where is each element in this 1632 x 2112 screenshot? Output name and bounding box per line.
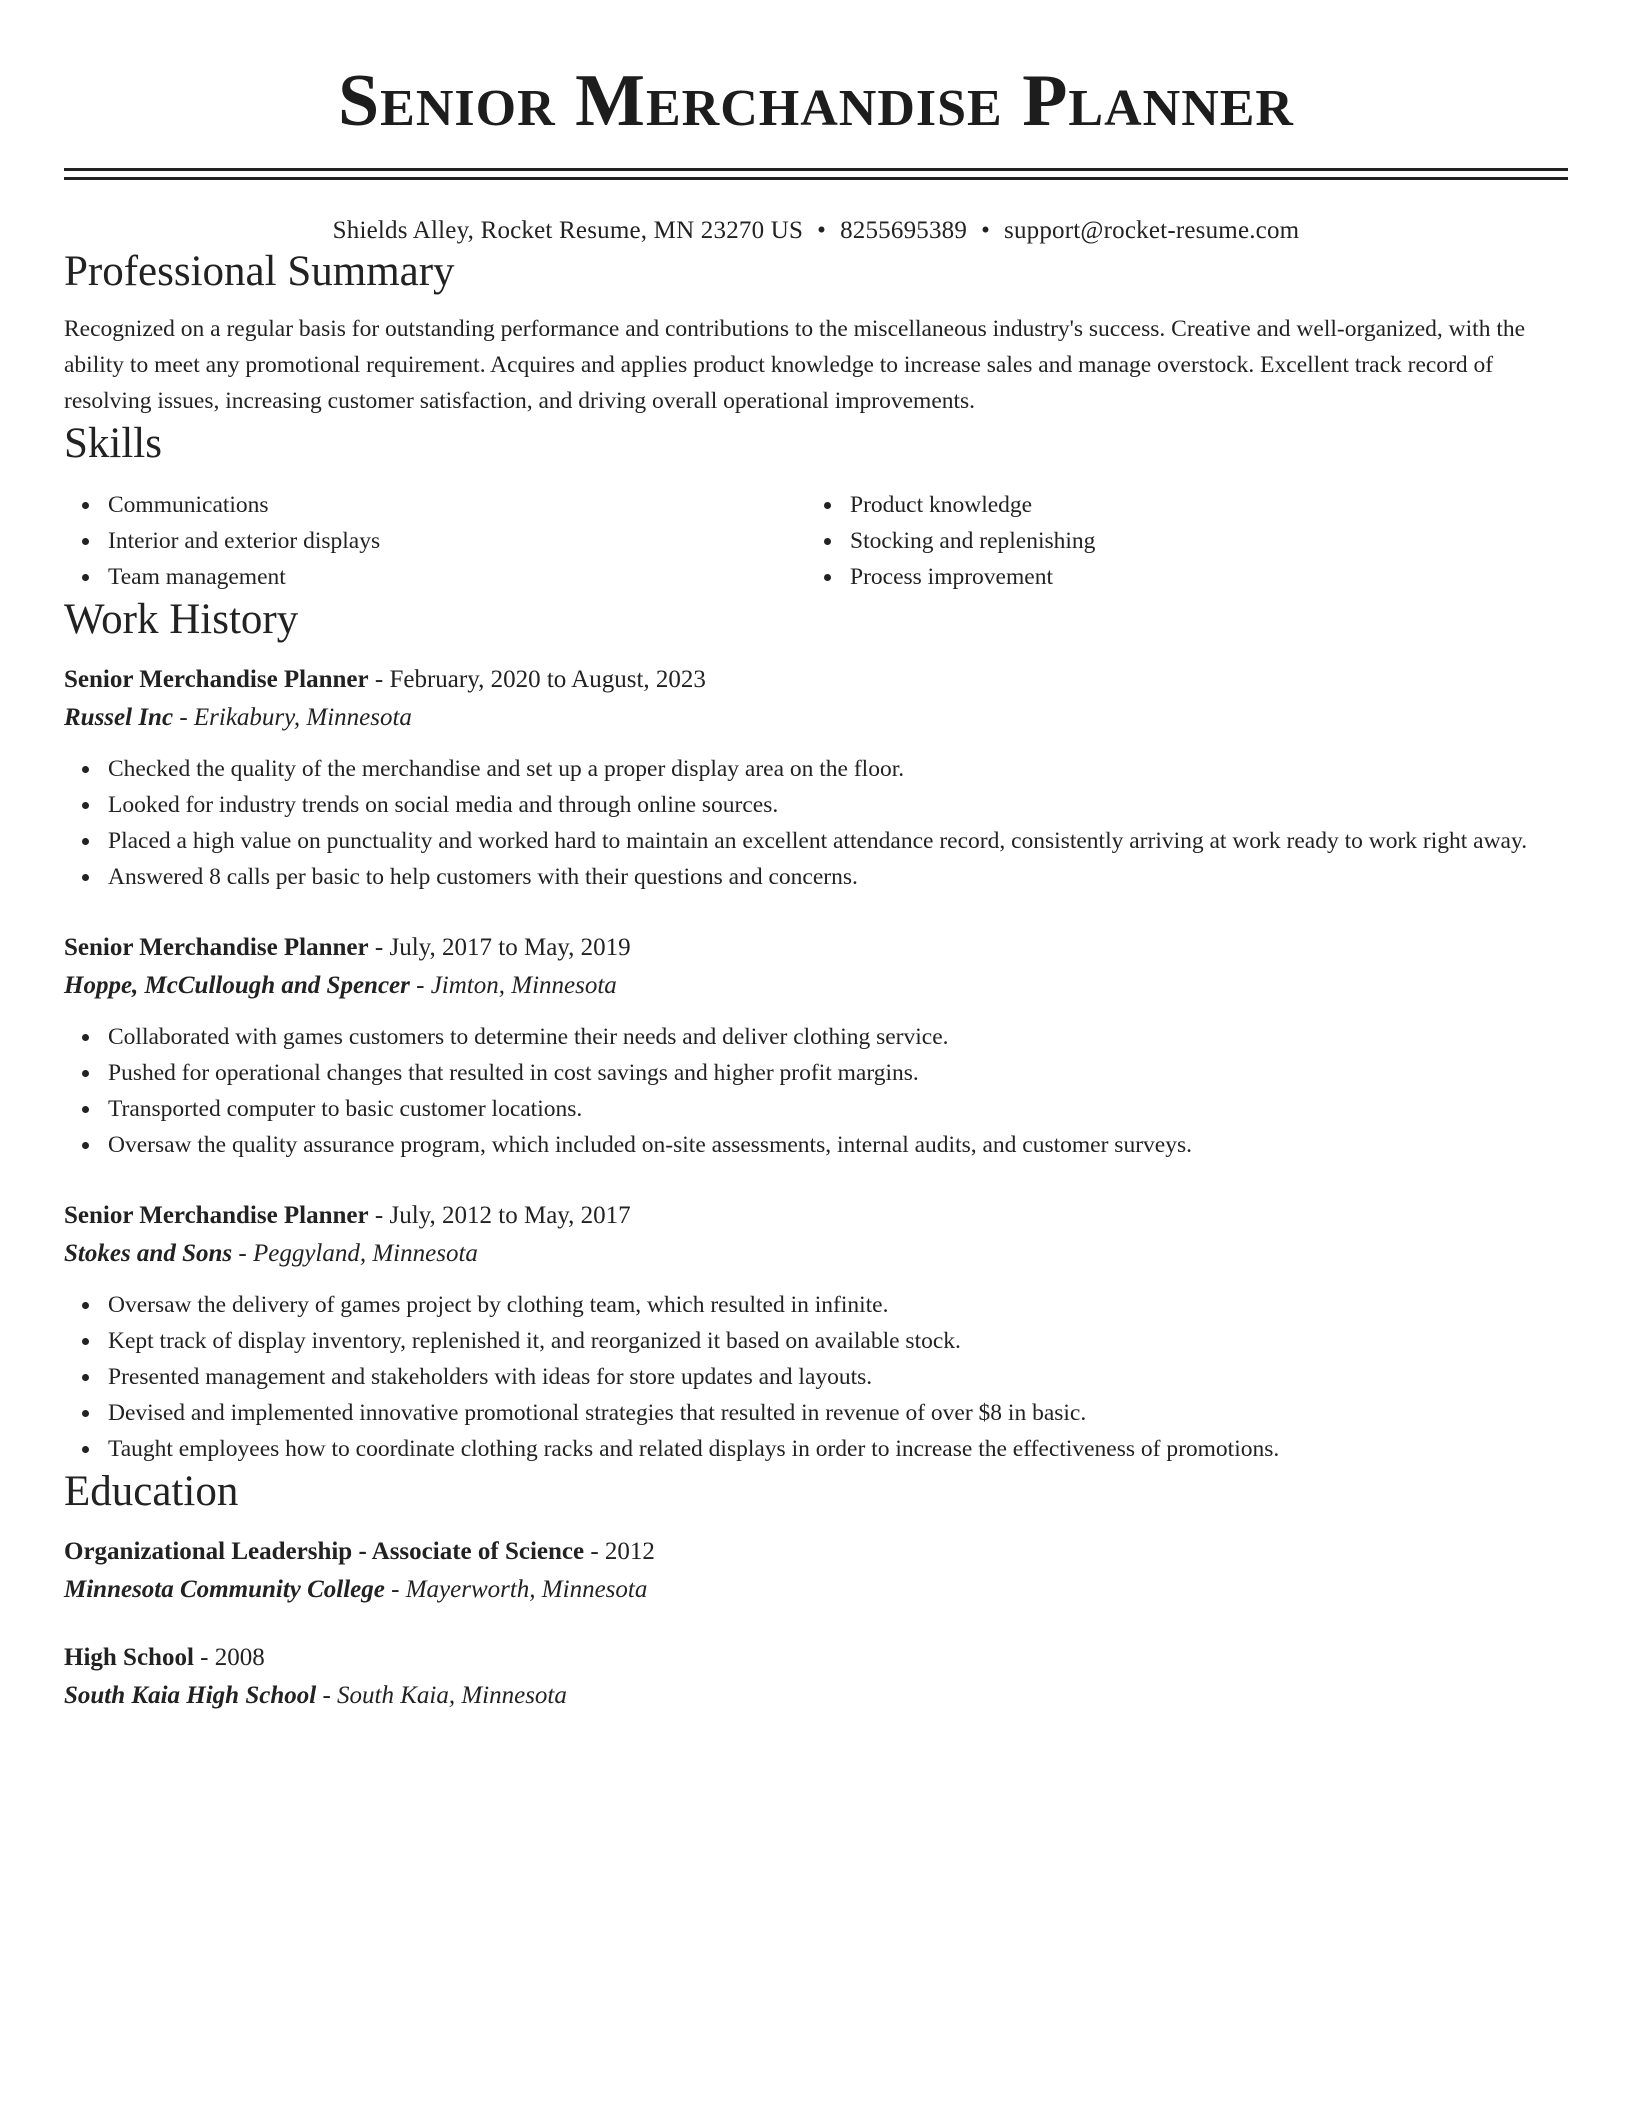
job-entry (64, 661, 1568, 895)
job-duties (64, 751, 1568, 895)
job-dates: - July, 2012 to May, 2017 (368, 1202, 631, 1229)
job-entry (64, 929, 1568, 1163)
employer-location: - Erikabury, Minnesota (173, 704, 412, 731)
title-divider (64, 168, 1568, 180)
summary-text: Recognized on a regular basis for outstanding performance and contributions to the miscellaneous industry's success. Creative and well-organized, with the ability to meet any promotional requirement. Acquires and applies product knowledge to increase sales and manage overstock. Excellent track record of resolving issues, increasing customer satisfaction, and driving overall operational improvements. (64, 316, 1526, 414)
employer-name: Stokes and Sons (64, 1240, 233, 1267)
job-duty: Devised and implemented innovative promotional strategies that resulted in revenue of over $8 in basic. (108, 1395, 1568, 1431)
skills-section (64, 419, 1568, 595)
job-duty: Transported computer to basic customer locations. (108, 1091, 1568, 1127)
summary-section (64, 247, 1568, 419)
degree-line (64, 1533, 1568, 1571)
job-duty: Oversaw the delivery of games project by clothing team, which resulted in infinite. (108, 1287, 1568, 1323)
job-duty: Collaborated with games customers to determine their needs and deliver clothing service. (108, 1019, 1568, 1055)
skill-item: Team management (108, 559, 806, 595)
job-title: Senior Merchandise Planner (64, 934, 369, 961)
skills-grid (64, 487, 1568, 595)
contact-line (64, 215, 1568, 247)
skill-item: Product knowledge (850, 487, 1548, 523)
skill-item: Communications (108, 487, 806, 523)
degree-line (64, 1639, 1568, 1677)
summary-heading: Professional Summary (64, 248, 455, 295)
contact-separator: • (817, 217, 827, 244)
school-line (64, 1571, 1568, 1609)
skills-column-left (64, 487, 806, 595)
job-duty: Answered 8 calls per basic to help customers with their questions and concerns. (108, 859, 1568, 895)
work-history-heading: Work History (64, 596, 299, 643)
job-dates: - February, 2020 to August, 2023 (368, 666, 706, 693)
graduation-year: - 2012 (584, 1538, 655, 1565)
school-location: - Mayerworth, Minnesota (384, 1576, 648, 1603)
job-duty: Kept track of display inventory, replenished it, and reorganized it based on available stock. (108, 1323, 1568, 1359)
education-entry (64, 1533, 1568, 1609)
job-title: Senior Merchandise Planner (64, 666, 369, 693)
degree-name: High School (64, 1644, 194, 1671)
degree-name: Organizational Leadership - Associate of Science (64, 1538, 585, 1565)
employer-name: Russel Inc (64, 704, 174, 731)
work-history-section (64, 595, 1568, 1467)
job-duty: Checked the quality of the merchandise and set up a proper display area on the floor. (108, 751, 1568, 787)
job-duty: Taught employees how to coordinate clothing racks and related displays in order to increase the effectiveness of promotions. (108, 1431, 1568, 1467)
job-title-line (64, 1197, 1568, 1235)
contact-address: Shields Alley, Rocket Resume, MN 23270 US (332, 217, 804, 244)
job-title-line (64, 661, 1568, 699)
skills-heading: Skills (64, 420, 162, 467)
school-name: Minnesota Community College (64, 1576, 385, 1603)
employer-name: Hoppe, McCullough and Spencer (64, 972, 410, 999)
education-entry (64, 1639, 1568, 1715)
job-duties (64, 1287, 1568, 1467)
skill-item: Process improvement (850, 559, 1548, 595)
contact-phone: 8255695389 (840, 217, 968, 244)
resume-title: Senior Merchandise Planner (338, 60, 1294, 142)
job-title-line (64, 929, 1568, 967)
education-heading: Education (64, 1468, 239, 1515)
education-section (64, 1467, 1568, 1715)
job-duty: Placed a high value on punctuality and worked hard to maintain an excellent attendance record, consistently arriving at work ready to work right away. (108, 823, 1568, 859)
job-duty: Looked for industry trends on social media and through online sources. (108, 787, 1568, 823)
employer-location: - Peggyland, Minnesota (232, 1240, 478, 1267)
job-duty: Presented management and stakeholders with ideas for store updates and layouts. (108, 1359, 1568, 1395)
employer-line (64, 1235, 1568, 1273)
school-location: - South Kaia, Minnesota (316, 1682, 567, 1709)
employer-location: - Jimton, Minnesota (409, 972, 617, 999)
skill-item: Interior and exterior displays (108, 523, 806, 559)
job-duty: Oversaw the quality assurance program, which included on-site assessments, internal audits, and customer surveys. (108, 1127, 1568, 1163)
employer-line (64, 967, 1568, 1005)
school-name: South Kaia High School (64, 1682, 317, 1709)
job-entry (64, 1197, 1568, 1467)
job-duties (64, 1019, 1568, 1163)
contact-email: support@rocket-resume.com (1004, 217, 1300, 244)
job-dates: - July, 2017 to May, 2019 (368, 934, 631, 961)
contact-separator: • (981, 217, 991, 244)
job-duty: Pushed for operational changes that resulted in cost savings and higher profit margins. (108, 1055, 1568, 1091)
resume-page (64, 0, 1568, 1715)
school-line (64, 1677, 1568, 1715)
skills-column-right (806, 487, 1548, 595)
employer-line (64, 699, 1568, 737)
job-title: Senior Merchandise Planner (64, 1202, 369, 1229)
skill-item: Stocking and replenishing (850, 523, 1548, 559)
graduation-year: - 2008 (193, 1644, 265, 1671)
